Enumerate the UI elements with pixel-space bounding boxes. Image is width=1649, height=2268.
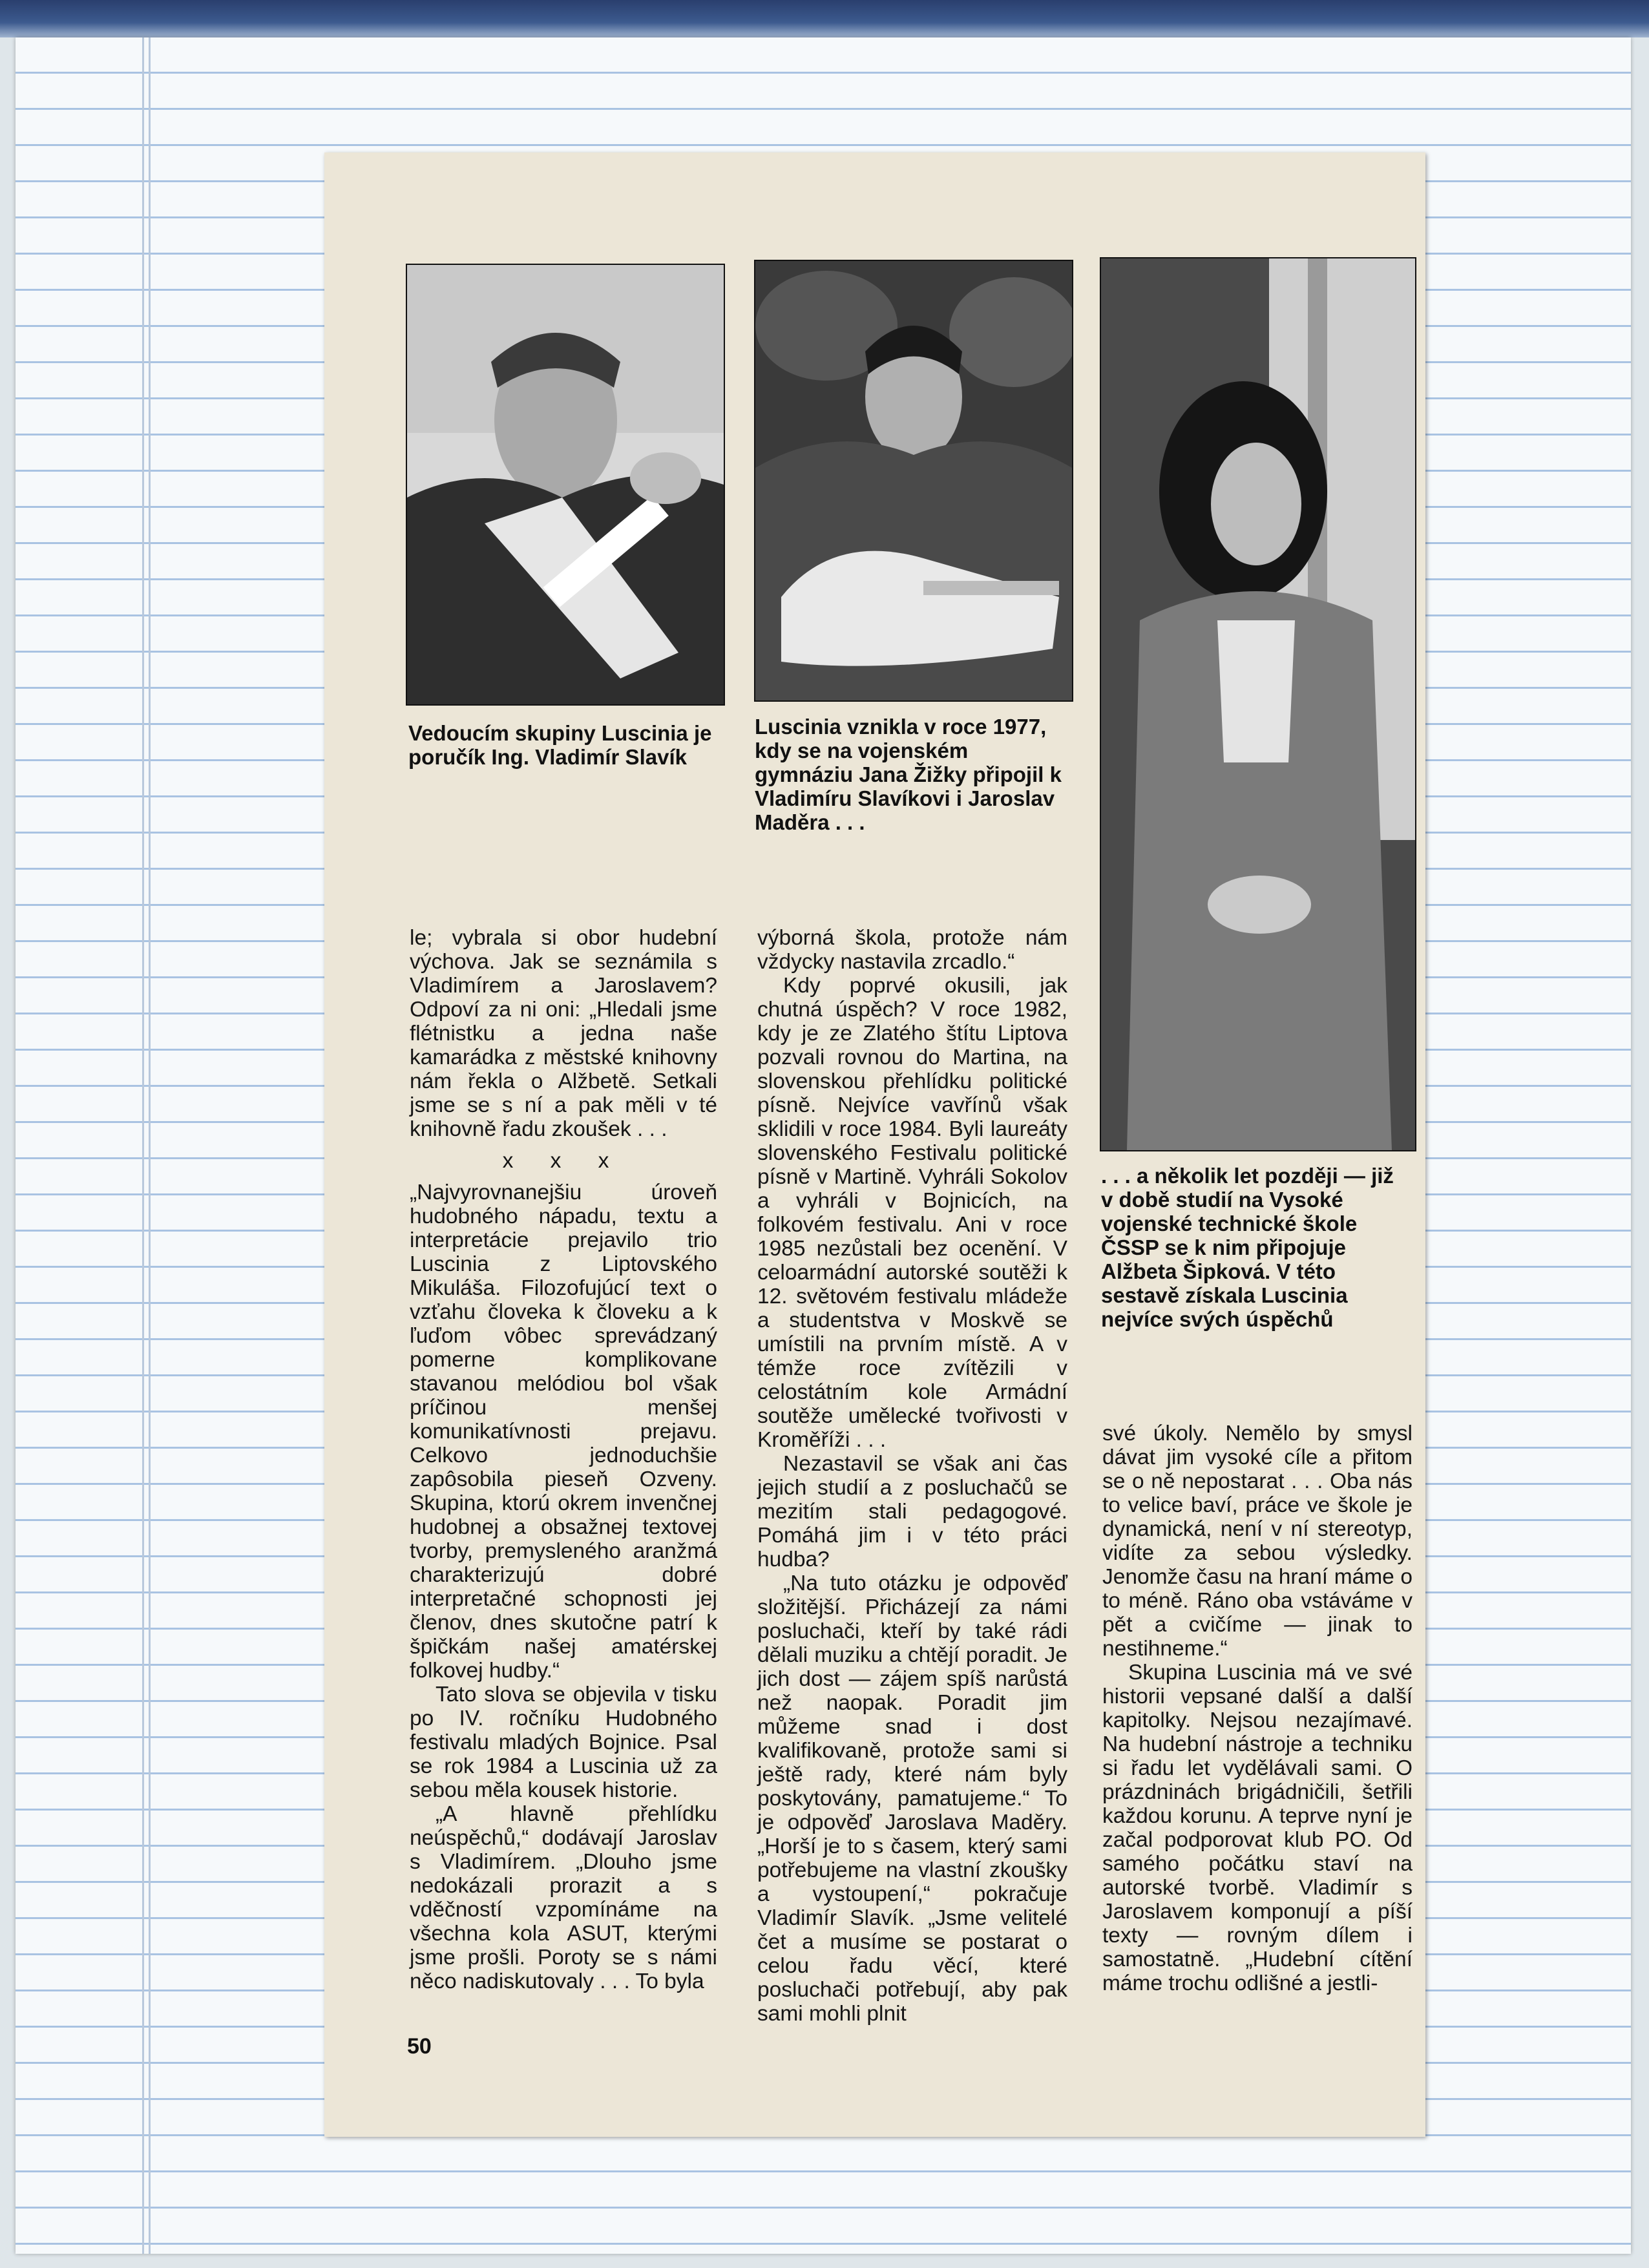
section-separator: x x x: [502, 1149, 625, 1173]
margin-line: [149, 37, 151, 2254]
paragraph: své úkoly. Nemělo by smysl dávat jim vysoké cíle a přitom se o ně nepostarat . . . Oba nás to velice baví, práce ve škole je dynamická, není v ní stereotyp, vidíte za sebou výsledky. Jenomže času na hraní máme o to méně. Ráno oba vstáváme v pět a cvičíme — jinak to nestihneme.“: [1102, 1422, 1413, 1661]
paragraph: „Na tuto otázku je odpověď složitější. Přicházejí za námi posluchači, kteří by také rádi dělali muziku a chtějí poradit. Je jich dost — zájem spíš narůstá než naopak. Poradit jim můžeme snad i dost kvalifikovaně, protože sami si ještě rady, které nám byly poskytovány, pamatujeme.“ To je odpověď Jaroslava Maděry. „Horší je to s časem, který sami potřebujeme na vlastní zkoušky a vystoupení,“ pokračuje Vladimír Slavík. „Jsme velitelé čet a musíme se postarat o celou řadu věcí, které posluchači potřebují, aby pak sami mohli plnit: [757, 1571, 1067, 2026]
photo-alzbeta-sipkova: [1100, 257, 1416, 1151]
article-column-3: [1102, 1422, 1413, 1995]
paragraph: „A hlavně přehlídku neúspěchů,“ dodávají Jaroslav s Vladimírem. „Dlouho jsme nedokázali prorazit a s vděčností vzpomínáme na všechna kola ASUT, kterými jsme prošli. Poroty se s námi něco nadiskutovaly . . . To byla: [410, 1802, 717, 1993]
caption-photo-1: Vedoucím skupiny Luscinia je poručík Ing. Vladimír Slavík: [408, 721, 712, 769]
paragraph: Kdy poprvé okusili, jak chutná úspěch? V roce 1982, kdy je ze Zlatého štítu Liptova pozvali rovnou do Martina, na slovenskou přehlídku politické písně. Nejvíce vavřínů však sklidili v roce 1984. Byli laureáty slovenského Festivalu politické písně v Martině. Vyhráli Sokolov a vyhráli v Bojnicích, na folkovém festivalu. Ani v roce 1985 nezůstali bez ocenění. V celoarmádní autorské soutěži k 12. světovém festivalu mládeže a studentstva v Moskvě se umístili na prvním místě. A v témže roce zvítězili v celostátním kole Armádní soutěže umělecké tvořivosti v Kroměříži . . .: [757, 974, 1067, 1452]
margin-line: [142, 37, 144, 2254]
paragraph: výborná škola, protože nám vždycky nastavila zrcadlo.“: [757, 926, 1067, 974]
paragraph: Tato slova se objevila v tisku po IV. ročníku Hudobného festivalu mladých Bojnice. Psal se rok 1984 a Luscinia už za sebou měla kousek historie.: [410, 1683, 717, 1802]
page-number: 50: [407, 2034, 432, 2059]
photo-guitarist-vladimir: [406, 264, 725, 706]
article-column-1: [410, 926, 717, 1993]
magazine-clipping: [324, 152, 1425, 2137]
paragraph: le; vybrala si obor hudební výchova. Jak se seznámila s Vladimírem a Jaroslavem? Odpoví za ni oni: „Hledali jsme flétnistku a jedna naše kamarádka z městské knihovny nám řekla o Alžbetě. Setkali jsme se s ní a pak měli v té knihovně řadu zkoušek . . .: [410, 926, 717, 1141]
scanner-top-band: [0, 0, 1649, 37]
paragraph: „Najvyrovnanejšiu úroveň hudobného nápadu, textu a interpretácie prejavilo trio Luscinia z Liptovského Mikuláša. Filozofujúcí text o vzťahu človeka k človeku a k ľuďom vôbec sprevádzaný pomerne komplikovane stavanou melódiou bol však príčinou menšej komunikatívnosti prejavu. Celkovo jednoduchšie zapôsobila pieseň Ozveny. Skupina, ktorú okrem invenčnej hudobnej a obsažnej textovej tvorby, premysleného aranžmá charakterizujú dobré interpretačné schopnosti jej členov, dnes skutočne patrí k špičkám našej amatérskej folkovej hudby.“: [410, 1181, 717, 1683]
caption-photo-3: . . . a několik let později — již v době studií na Vysoké vojenské technické škole ČSSP se k nim připojuje Alžbeta Šipková. V této sestavě získala Luscinia nejvíce svých úspěchů: [1101, 1164, 1394, 1331]
caption-photo-2: Luscinia vznikla v roce 1977, kdy se na vojenském gymnáziu Jana Žižky připojil k Vladimíru Slavíkovi i Jaroslav Maděra . . .: [755, 715, 1062, 834]
paragraph: Skupina Luscinia má ve své historii vepsané další a další kapitolky. Nejsou nezajímavé. Na hudební nástroje a techniku si řadu let vydělávali sami. O prázdninách brigádničili, šetřili každou korunu. A teprve nyní je začal podporovat klub PO. Od samého počátku staví na autorské tvorbě. Vladimír s Jaroslavem komponují a píší texty — rovným dílem i samostatně. „Hudební cítění máme trochu odlišné a jestli-: [1102, 1661, 1413, 1995]
article-column-2: [757, 926, 1067, 2026]
photo-bassist-jaroslav: [754, 260, 1073, 702]
paragraph: Nezastavil se však ani čas jejich studií a z posluchačů se mezitím stali pedagogové. Pomáhá jim i v této práci hudba?: [757, 1452, 1067, 1571]
